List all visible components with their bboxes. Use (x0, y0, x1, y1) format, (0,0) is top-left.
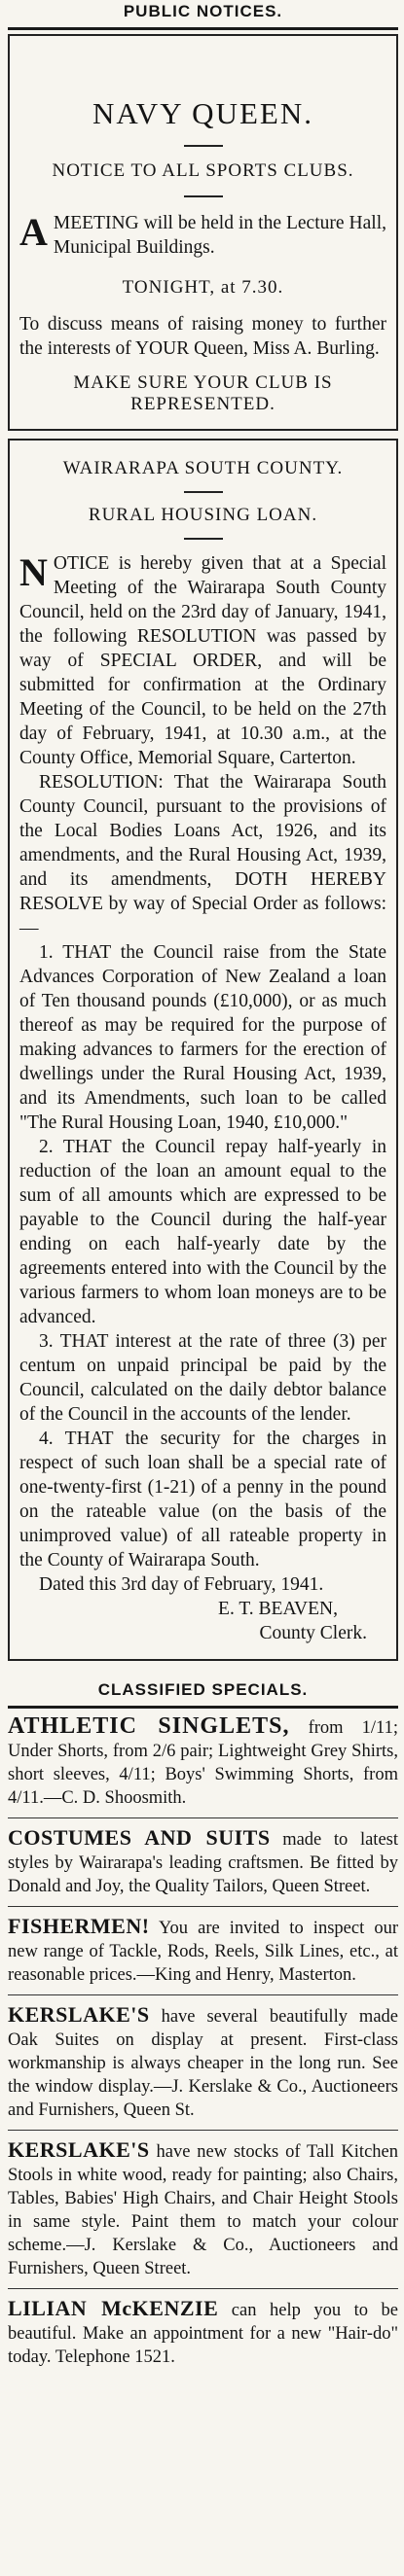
classified-ad (8, 1997, 398, 2128)
navy-dropcap: A (19, 210, 48, 254)
navy-queen-notice (8, 34, 398, 431)
classified-ad (8, 1909, 398, 1993)
classified-ad (8, 2133, 398, 2286)
ad-lead: FISHERMEN! (8, 1914, 150, 1938)
navy-subtitle-rule (184, 195, 223, 197)
county-dated: Dated this 3rd day of February, 1941. (39, 1574, 324, 1595)
county-title: WAIRARAPA SOUTH COUNTY. (62, 458, 344, 478)
county-clause-4: 4. THAT the security for the charges in respect of such loan shall be a special rate of one-twenty-first (1-21) of a penny in the pound on the rateable value (on the basis of the unimproved value) of all rateable property in the County of Wairarapa South. (19, 1429, 386, 1570)
ad-divider (8, 2288, 398, 2289)
county-subtitle: RURAL HOUSING LOAN. (88, 505, 318, 525)
ad-divider (8, 1906, 398, 1907)
navy-time: TONIGHT, at 7.30. (122, 277, 284, 298)
ad-lead: ATHLETIC SINGLETS, (8, 1713, 290, 1739)
classified-ad (8, 1820, 398, 1904)
ad-body: have new stocks of Tall Kitchen Stools in white wood, ready for painting; also Chairs, Tables, Babies' High Chairs, and Chair Height Stools in same style. Paint them to match your colour scheme.—J. Kerslake & Co., Auctioneers and Furnishers, Queen Street. (8, 2142, 398, 2278)
county-notice-paragraph (19, 551, 386, 770)
ad-lead: KERSLAKE'S (8, 2002, 150, 2027)
navy-closing: MAKE SURE YOUR CLUB IS REPRESENTED. (73, 372, 333, 414)
county-clause-1: 1. THAT the Council raise from the State Advances Corporation of New Zealand a loan of Ten thousand pounds (£10,000), or as much thereof as may be required for the purpose of making advances to farmers for the erection of dwellings under the Rural Housing Act, 1939, and its Amendments, such loan to be called "The Rural Housing Loan, 1940, £10,000." (19, 942, 386, 1133)
ad-divider (8, 1994, 398, 1995)
classified-ad (8, 1709, 398, 1816)
ad-lead: KERSLAKE'S (8, 2137, 150, 2162)
section-header-classified: CLASSIFIED SPECIALS. (97, 1680, 309, 1699)
county-title-rule (184, 491, 223, 493)
navy-purpose: To discuss means of raising money to further the interests of YOUR Queen, Miss A. Burling. (19, 314, 386, 359)
ad-body: You are invited to inspect our new range of Tackle, Rods, Reels, Silk Lines, etc., at reasonable prices.—King and Henry, Masterton. (8, 1919, 398, 1985)
section-header-public-notices: PUBLIC NOTICES. (123, 2, 283, 20)
county-signatory: E. T. BEAVEN, (218, 1599, 338, 1619)
navy-meeting-text: MEETING will be held in the Lecture Hall, Municipal Buildings. (53, 213, 386, 258)
county-dropcap: N (19, 550, 48, 594)
ad-body: made to latest styles by Wairarapa's leading craftsmen. Be fitted by Donald and Joy, the Quality Tailors, Queen Street. (8, 1830, 398, 1896)
county-subtitle-rule (184, 538, 223, 540)
ad-lead: COSTUMES AND SUITS (8, 1825, 271, 1850)
ad-body: from 1/11; Under Shorts, from 2/6 pair; Lightweight Grey Shirts, short sleeves, 4/11; Boys' Swimming Shorts, from 4/11.—C. D. Shoosmith. (8, 1718, 398, 1808)
county-notice-text: OTICE is hereby given that at a Special Meeting of the Wairarapa South County Council, held on the 23rd day of January, 1941, the following RESOLUTION was passed by way of SPECIAL ORDER, and will be submitted for confirmation at the Ordinary Meeting of the Council, to be held on the 27th day of February, 1941, at 10.30 a.m., at the County Office, Memorial Square, Carterton. (19, 553, 386, 768)
header-rule (8, 27, 398, 30)
ad-divider (8, 2130, 398, 2131)
ad-lead: LILIAN McKENZIE (8, 2296, 219, 2320)
county-clause-3: 3. THAT interest at the rate of three (3) per centum on unpaid principal be paid by the Council, calculated on the daily debtor balance of the Council in the accounts of the lender. (19, 1331, 386, 1425)
classified-list (8, 1709, 398, 2375)
ad-body: have several beautifully made Oak Suites on display at present. First-class workmanship is always cheaper in the long run. See the window display.—J. Kerslake & Co., Auctioneers and Furnishers, Queen St. (8, 2007, 398, 2120)
county-clause-2: 2. THAT the Council repay half-yearly in reduction of the loan an amount equal to the sum of all amounts which are expressed to be payable to the Council during the half-year ending on each half-yearly date by the agreements entered into with the Council by the various farmers to whom loan moneys are to be advanced. (19, 1137, 386, 1327)
navy-title-rule (184, 145, 223, 147)
classified-ad (8, 2291, 398, 2375)
ad-body: can help you to be beautiful. Make an appointment for a new "Hair-do" today. Telephone 1521. (8, 2301, 399, 2367)
county-notice (8, 439, 398, 1661)
navy-meeting-paragraph (19, 211, 386, 260)
county-resolution: RESOLUTION: That the Wairarapa South County Council, pursuant to the provisions of the Local Bodies Loans Act, 1926, and its amendments, and the Rural Housing Act, 1939, and its amendments, DOTH HEREBY RESOLVE by way of Special Order as follows:— (19, 772, 386, 938)
county-signatory-title: County Clerk. (259, 1623, 367, 1643)
ad-divider (8, 1817, 398, 1818)
navy-subtitle: NOTICE TO ALL SPORTS CLUBS. (52, 160, 354, 181)
navy-queen-title: NAVY QUEEN. (92, 96, 313, 130)
